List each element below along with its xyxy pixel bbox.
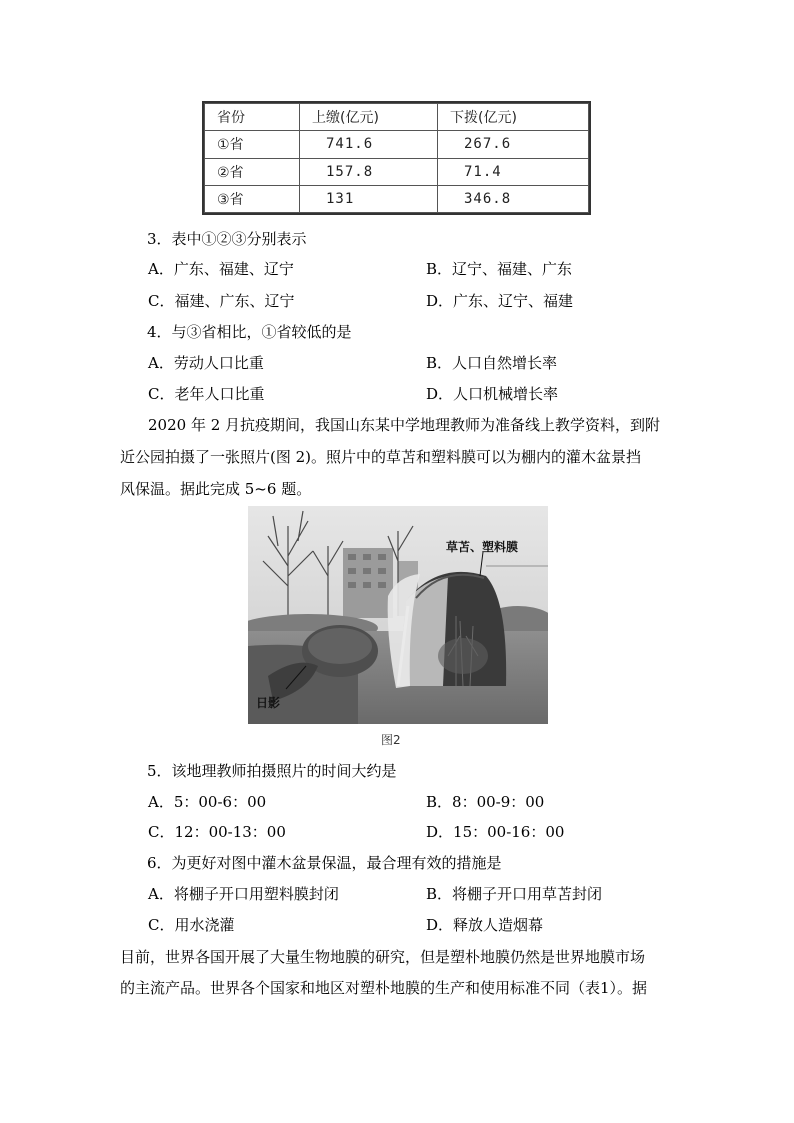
question-4-option-b: B．人口自然增长率 xyxy=(426,354,558,372)
question-5-option-d: D．15：00-16：00 xyxy=(426,823,565,841)
table-cell: 741.6 xyxy=(300,131,438,158)
passage-line: 风保温。据此完成 5~6 题。 xyxy=(120,480,312,498)
question-6-stem: 6．为更好对图中灌木盆景保温，最合理有效的措施是 xyxy=(147,854,502,872)
question-6-option-a: A．将棚子开口用塑料膜封闭 xyxy=(148,885,339,903)
passage-line: 近公园拍摄了一张照片(图 2)。照片中的草苫和塑料膜可以为棚内的灌木盆景挡 xyxy=(120,448,642,466)
question-5-option-b: B．8：00-9：00 xyxy=(426,793,545,811)
question-3-option-a: A．广东、福建、辽宁 xyxy=(148,260,294,278)
question-4-option-d: D．人口机械增长率 xyxy=(426,385,559,403)
shadow-label: 日影 xyxy=(256,696,281,710)
question-5-stem: 5．该地理教师拍摄照片的时间大约是 xyxy=(147,762,397,780)
passage-line: 的主流产品。世界各个国家和地区对塑朴地膜的生产和使用标准不同（表1）。据 xyxy=(120,979,648,997)
question-4-option-a: A．劳动人口比重 xyxy=(148,354,264,372)
passage-line: 目前，世界各国开展了大量生物地膜的研究，但是塑朴地膜仍然是世界地膜市场 xyxy=(120,948,646,966)
table-cell: ③省 xyxy=(205,185,300,212)
tax-table xyxy=(202,101,591,215)
question-3-option-c: C．福建、广东、辽宁 xyxy=(148,292,295,310)
table-cell: ②省 xyxy=(205,158,300,185)
table-row xyxy=(205,185,589,212)
table-cell: 131 xyxy=(300,185,438,212)
table-row xyxy=(205,158,589,185)
question-4-stem: 4．与③省相比，①省较低的是 xyxy=(147,323,352,341)
question-5-option-a: A．5：00-6：00 xyxy=(148,793,267,811)
table-header-cell: 上缴(亿元) xyxy=(300,104,438,131)
question-3-option-b: B．辽宁、福建、广东 xyxy=(426,260,573,278)
figure-2-photo xyxy=(248,506,548,724)
table-header-cell: 下拨(亿元) xyxy=(438,104,589,131)
question-6-option-c: C．用水浇灌 xyxy=(148,916,235,934)
question-6-option-b: B．将棚子开口用草苫封闭 xyxy=(426,885,603,903)
question-3-stem: 3．表中①②③分别表示 xyxy=(147,230,307,248)
passage-line: 2020 年 2 月抗疫期间，我国山东某中学地理教师为准备线上教学资料，到附 xyxy=(148,416,661,434)
table-cell: 267.6 xyxy=(438,131,589,158)
question-3-option-d: D．广东、辽宁、福建 xyxy=(426,292,574,310)
figure-caption: 图2 xyxy=(381,733,401,747)
table-row xyxy=(205,131,589,158)
table-cell: 157.8 xyxy=(300,158,438,185)
table-header-row xyxy=(205,104,589,131)
question-6-option-d: D．释放人造烟幕 xyxy=(426,916,544,934)
table-header-cell: 省份 xyxy=(205,104,300,131)
table-cell: ①省 xyxy=(205,131,300,158)
table-cell: 71.4 xyxy=(438,158,589,185)
question-5-option-c: C．12：00-13：00 xyxy=(148,823,286,841)
cover-label: 草苫、塑料膜 xyxy=(446,540,519,554)
table-cell: 346.8 xyxy=(438,185,589,212)
question-4-option-c: C．老年人口比重 xyxy=(148,385,265,403)
